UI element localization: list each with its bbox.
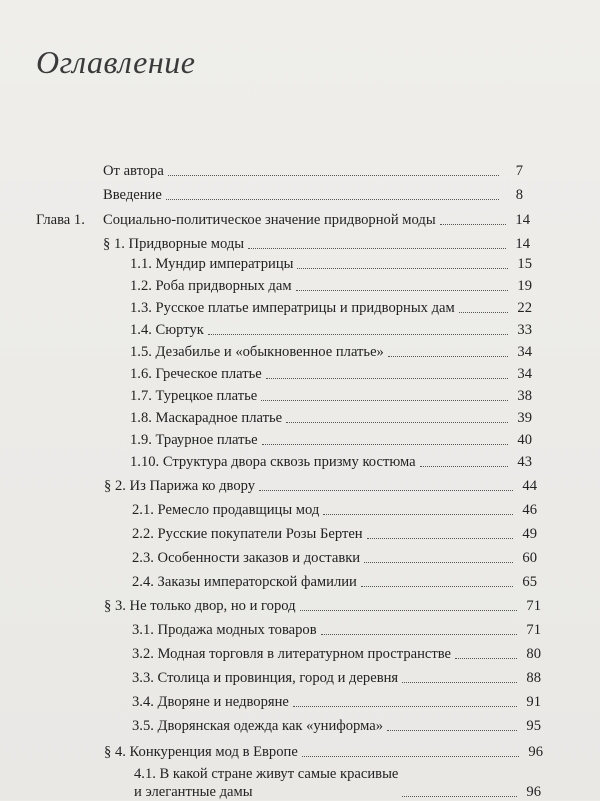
toc-entry: [130, 321, 532, 339]
toc-entry: [103, 186, 523, 204]
leader-dots: [261, 400, 508, 401]
toc-entry-page: 96: [526, 784, 541, 800]
toc-entry: [132, 549, 537, 567]
toc-entry-title: 2.2. Русские покупатели Розы Бертен: [132, 526, 363, 542]
toc-entry-title: 3.1. Продажа модных товаров: [132, 622, 317, 638]
leader-dots: [300, 610, 517, 611]
toc-entry-title: 3.4. Дворяне и недворяне: [132, 694, 289, 710]
toc-entry-page: 65: [522, 574, 537, 590]
toc-entry: [130, 387, 532, 405]
toc-entry-page: 14: [515, 212, 530, 228]
toc-entry-title: § 4. Конкуренция мод в Европе: [104, 744, 298, 760]
toc-entry-page: 15: [517, 256, 532, 272]
toc-entry-page: 71: [526, 622, 541, 638]
leader-dots: [440, 224, 506, 225]
toc-entry: [130, 409, 532, 427]
leader-dots: [387, 730, 517, 731]
toc-chapter: [103, 211, 530, 229]
leader-dots: [367, 538, 513, 539]
toc-entry-title: 2.3. Особенности заказов и доставки: [132, 550, 361, 566]
toc-entry-title: 3.5. Дворянская одежда как «униформа»: [132, 718, 384, 734]
leader-dots: [293, 706, 517, 707]
toc-entry-title: 1.9. Траурное платье: [130, 432, 258, 448]
toc-entry: [130, 277, 532, 295]
toc-entry-page: 95: [526, 718, 541, 734]
toc-entry: [130, 431, 532, 449]
toc-entry: [132, 717, 541, 735]
toc-entry: [132, 693, 541, 711]
toc-entry-page: 43: [517, 454, 532, 470]
toc-entry-title: § 2. Из Парижа ко двору: [104, 478, 256, 494]
toc-entry-page: 8: [515, 187, 523, 203]
toc-entry: [132, 501, 537, 519]
leader-dots: [286, 422, 508, 423]
page-title: Оглавление: [36, 44, 196, 80]
chapter-number: Глава 1.: [36, 212, 85, 228]
toc-entry-title: 1.10. Структура двора сквозь призму костюма: [130, 454, 416, 470]
leader-dots: [459, 312, 508, 313]
toc-entry-page: 33: [517, 322, 532, 338]
toc-entry: [132, 525, 537, 543]
leader-dots: [166, 199, 499, 200]
toc-entry-page: 19: [517, 278, 532, 294]
leader-dots: [402, 682, 517, 683]
leader-dots: [364, 562, 513, 563]
toc-entry-title: 2.4. Заказы императорской фамилии: [132, 574, 357, 590]
toc-entry-title: 3.2. Модная торговля в литературном пространстве: [132, 646, 452, 662]
toc-entry-title: 1.8. Маскарадное платье: [130, 410, 283, 426]
leader-dots: [248, 248, 506, 249]
toc-entry: [132, 669, 541, 687]
leader-dots: [262, 444, 508, 445]
toc-entry-title: Введение: [103, 187, 162, 203]
leader-dots: [323, 514, 513, 515]
leader-dots: [259, 490, 513, 491]
toc-entry-page: 88: [526, 670, 541, 686]
leader-dots: [420, 466, 508, 467]
toc-entry-title: 3.3. Столица и провинция, город и деревня: [132, 670, 399, 686]
toc-entry-title: От автора: [103, 163, 164, 179]
leader-dots: [208, 334, 508, 335]
toc-section: [104, 743, 543, 761]
toc-entry-title: 2.1. Ремесло продавщицы мод: [132, 502, 320, 518]
toc-entry-title: 1.4. Сюртук: [130, 322, 204, 338]
toc-entry-page: 7: [515, 163, 523, 179]
toc-entry-page: 34: [517, 366, 532, 382]
toc-entry: [132, 645, 541, 663]
toc-entry: [132, 621, 541, 639]
leader-dots: [321, 634, 517, 635]
toc-section: [103, 235, 530, 253]
toc-entry-title: 1.7. Турецкое платье: [130, 388, 258, 404]
toc-entry-title: 1.1. Мундир императрицы: [130, 256, 294, 272]
toc-entry-page: 14: [515, 236, 530, 252]
toc-entry-title: § 1. Придворные моды: [103, 236, 245, 252]
toc-entry-title: 1.2. Роба придворных дам: [130, 278, 292, 294]
toc-entry-page: 40: [517, 432, 532, 448]
toc-entry-page: 44: [522, 478, 537, 494]
leader-dots: [402, 796, 517, 797]
toc-entry: [130, 453, 532, 471]
toc-entry-title: 1.3. Русское платье императрицы и придворных дам: [130, 300, 455, 316]
toc-section: [104, 597, 541, 615]
toc-entry-page: 60: [522, 550, 537, 566]
toc-entry-title-line2: и элегантные дамы: [134, 784, 253, 800]
toc-entry-title: Социально-политическое значение придворной моды: [103, 212, 436, 228]
leader-dots: [361, 586, 513, 587]
toc-entry-page: 39: [517, 410, 532, 426]
toc-entry-page: 38: [517, 388, 532, 404]
toc-entry-page: 96: [528, 744, 543, 760]
toc-entry-title: § 3. Не только двор, но и город: [104, 598, 296, 614]
toc-entry: [132, 573, 537, 591]
toc-entry: [130, 365, 532, 383]
leader-dots: [296, 290, 508, 291]
toc-entry: [130, 343, 532, 361]
leader-dots: [168, 175, 499, 176]
toc-entry-page: 49: [522, 526, 537, 542]
toc-entry-title-line1: 4.1. В какой стране живут самые красивые: [134, 766, 399, 782]
toc-entry-title: [134, 765, 398, 801]
toc-entry-page: 46: [522, 502, 537, 518]
leader-dots: [302, 756, 519, 757]
toc-entry: [103, 162, 523, 180]
toc-entry: [130, 255, 532, 273]
leader-dots: [455, 658, 517, 659]
toc-entry-title: 1.5. Дезабилье и «обыкновенное платье»: [130, 344, 384, 360]
toc-entry: [130, 299, 532, 317]
toc-entry: [134, 765, 541, 801]
toc-entry-page: 91: [526, 694, 541, 710]
toc-entry-page: 22: [517, 300, 532, 316]
toc-entry-page: 34: [517, 344, 532, 360]
leader-dots: [297, 268, 508, 269]
leader-dots: [266, 378, 508, 379]
toc-entry-title: 1.6. Греческое платье: [130, 366, 262, 382]
toc-entry-page: 71: [526, 598, 541, 614]
toc-entry-page: 80: [526, 646, 541, 662]
leader-dots: [388, 356, 508, 357]
toc-section: [104, 477, 537, 495]
